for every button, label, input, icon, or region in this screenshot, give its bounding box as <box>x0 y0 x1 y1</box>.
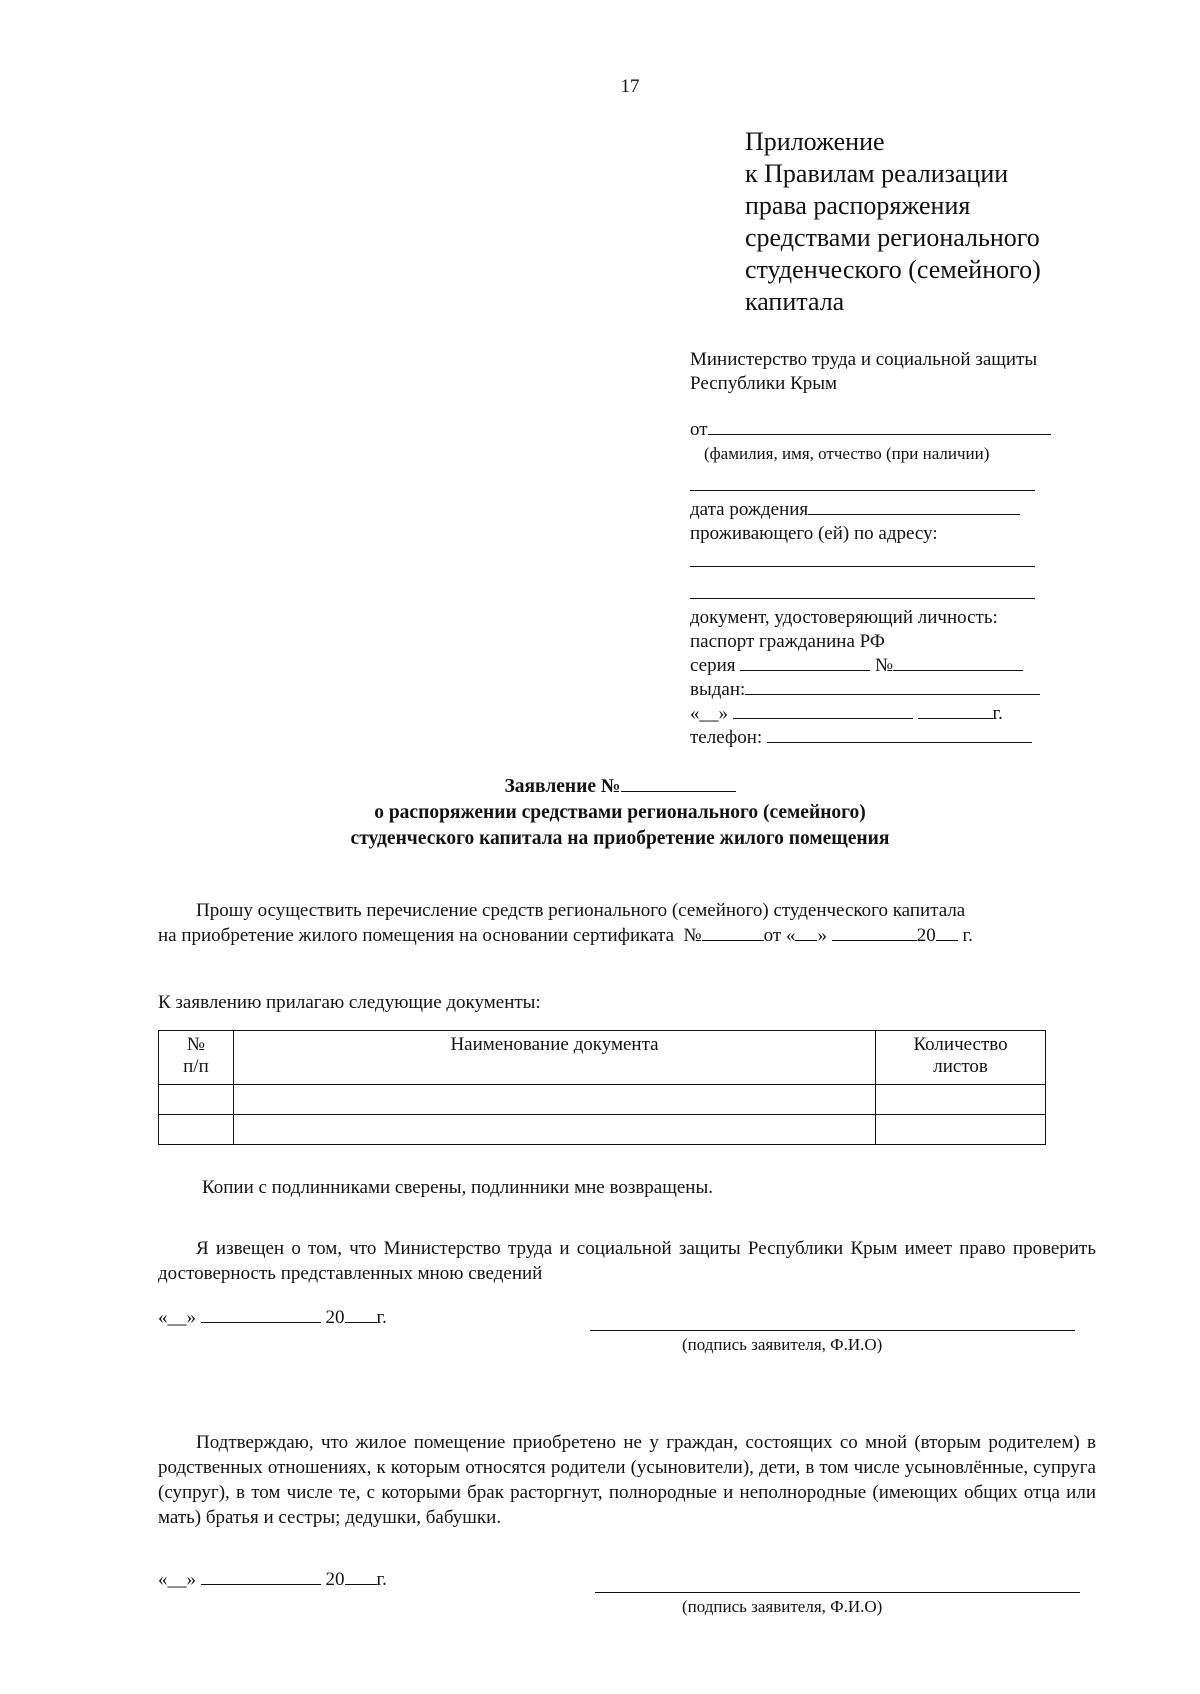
request-line-1: Прошу осуществить перечисление средств регионального (семейного) студенческого капитала <box>196 900 966 921</box>
signature-caption-2: (подпись заявителя, Ф.И.О) <box>682 1597 883 1616</box>
attachments-table <box>158 1030 1046 1145</box>
appendix-line: к Правилам реализации <box>745 159 1009 188</box>
recipient-block <box>690 348 1130 750</box>
appendix-block <box>745 126 1041 318</box>
sign-date-month-1[interactable] <box>201 1306 321 1323</box>
ministry-line-1: Министерство труда и социальной защиты <box>690 349 1038 370</box>
table-cell[interactable] <box>876 1085 1046 1115</box>
copies-note: Копии с подлинниками сверены, подлинники мне возвращены. <box>202 1177 713 1198</box>
sign-date-month-2[interactable] <box>201 1568 321 1585</box>
col-name-header: Наименование документа <box>233 1031 875 1085</box>
address-label: проживающего (ей) по адресу: <box>690 523 938 544</box>
phone-label: телефон: <box>690 727 763 748</box>
passport-label: паспорт гражданина РФ <box>690 631 885 652</box>
table-cell[interactable] <box>159 1085 234 1115</box>
number-label: № <box>875 655 894 676</box>
table-row <box>159 1085 1046 1115</box>
issue-year-suffix: г. <box>992 703 1003 724</box>
issued-field[interactable] <box>745 678 1040 695</box>
confirmation-paragraph: Подтверждаю, что жилое помещение приобретено не у граждан, состоящих со мной (вторым родителем) в родственных отношениях, к которым относятся родители (усыновители), дети, в том числе усыновлённые, супруга (супруг), в том числе те, с которыми брак расторгнут, полнородные и неполнородные (имеющих общих отца или мать) братья и сестры; дедушки, бабушки. <box>158 1432 1096 1528</box>
certificate-year-field[interactable] <box>936 924 958 941</box>
signature-date-1: «__» 20 г. <box>158 1307 387 1328</box>
series-field[interactable] <box>740 654 870 671</box>
address-field-1[interactable] <box>690 550 1035 567</box>
phone-row <box>690 726 1130 750</box>
appendix-line: средствами регионального <box>745 223 1040 252</box>
issue-year-field[interactable] <box>918 702 993 719</box>
birth-label: дата рождения <box>690 499 809 520</box>
appendix-line: права распоряжения <box>745 191 971 220</box>
appendix-line: Приложение <box>745 127 885 156</box>
appendix-line: студенческого (семейного) <box>745 255 1041 284</box>
from-label: от <box>690 419 708 440</box>
signature-line-2[interactable] <box>595 1591 1080 1593</box>
sign-date-year-2[interactable] <box>345 1568 377 1585</box>
col-count-header: Количество листов <box>876 1031 1046 1085</box>
address-field-2[interactable] <box>690 582 1035 599</box>
request-line-2: на приобретение жилого помещения на основании сертификата № от « » 20 г. <box>158 925 973 946</box>
signature-date-2: «__» 20 г. <box>158 1569 387 1590</box>
table-cell[interactable] <box>159 1115 234 1145</box>
signature-caption-1: (подпись заявителя, Ф.И.О) <box>682 1335 883 1354</box>
certificate-number-field[interactable] <box>702 924 764 941</box>
applicant-name-field[interactable] <box>708 418 1051 435</box>
applicant-name-field-2[interactable] <box>690 474 1035 491</box>
issue-day: «__» <box>690 703 728 724</box>
statement-heading <box>0 774 1200 852</box>
issued-label: выдан: <box>690 679 746 700</box>
heading-line-1: Заявление № <box>0 774 1200 800</box>
certificate-day-field[interactable] <box>795 924 817 941</box>
table-cell[interactable] <box>233 1085 875 1115</box>
name-hint: (фамилия, имя, отчество (при наличии) <box>704 444 990 463</box>
page-number: 17 <box>620 76 640 97</box>
attachments-label: К заявлению прилагаю следующие документы: <box>158 992 541 1013</box>
passport-number-field[interactable] <box>893 654 1023 671</box>
series-label: серия <box>690 655 736 676</box>
phone-field[interactable] <box>767 726 1032 743</box>
request-paragraph <box>158 898 1096 948</box>
table-header-row <box>159 1031 1046 1085</box>
heading-line-2: о распоряжении средствами регионального (семейного) <box>374 802 866 823</box>
ministry-line-2: Республики Крым <box>690 373 838 394</box>
birth-date-field[interactable] <box>808 498 1020 515</box>
heading-line-3: студенческого капитала на приобретение жилого помещения <box>350 828 890 849</box>
signature-line-1[interactable] <box>590 1329 1075 1331</box>
appendix-line: капитала <box>745 287 845 316</box>
table-cell[interactable] <box>876 1115 1046 1145</box>
table-cell[interactable] <box>233 1115 875 1145</box>
id-doc-label: документ, удостоверяющий личность: <box>690 607 998 628</box>
col-number-header: № п/п <box>159 1031 234 1085</box>
series-row <box>690 654 1130 678</box>
notice-paragraph: Я извещен о том, что Министерство труда и социальной защиты Республики Крым имеет право проверить достоверность представленных мною сведений <box>158 1238 1096 1284</box>
issued-row <box>690 678 1130 702</box>
issue-date-row <box>690 702 1130 726</box>
issue-month-field[interactable] <box>733 702 913 719</box>
sign-date-year-1[interactable] <box>345 1306 377 1323</box>
birth-row <box>690 498 1130 522</box>
from-row <box>690 418 1130 442</box>
table-row <box>159 1115 1046 1145</box>
certificate-month-field[interactable] <box>832 924 917 941</box>
